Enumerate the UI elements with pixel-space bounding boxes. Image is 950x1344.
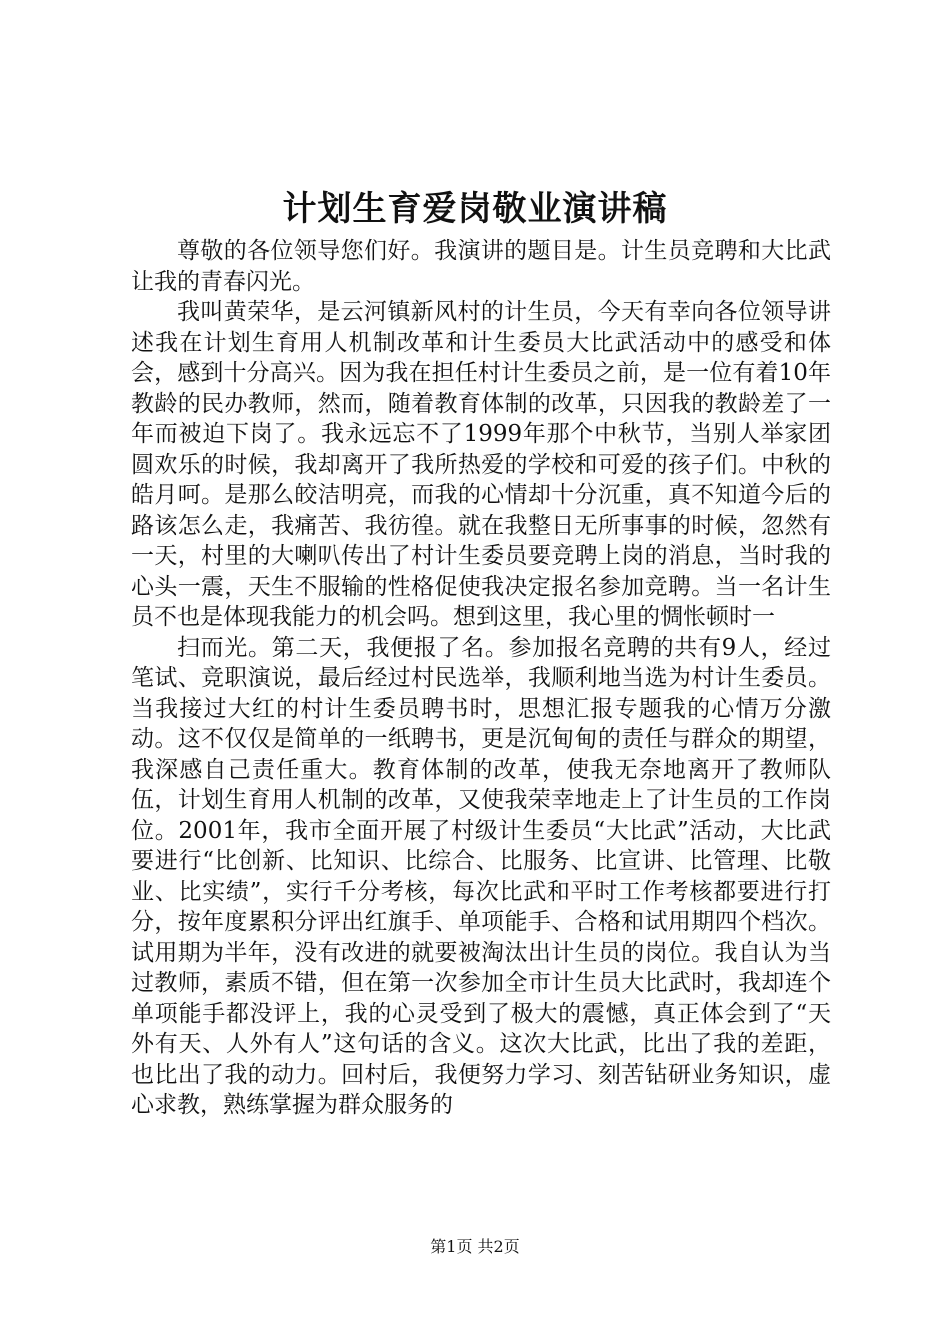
paragraph-introduction: 我叫黄荣华，是云河镇新风村的计生员，今天有幸向各位领导讲述我在计划生育用人机制改革和计生委员大比武活动中的感受和体会，感到十分高兴。因为我在担任村计生委员之前，是一位有着10年教龄的民办教师，然而，随着教育体制的改革，只因我的教龄差了一年而被迫下岗了。我永远忘不了1999年那个中秋节，当别人举家团圆欢乐的时候，我却离开了我所热爱的学校和可爱的孩子们。中秋的皓月呵。是那么皎洁明亮，而我的心情却十分沉重，真不知道今后的路该怎么走，我痛苦、我彷徨。就在我整日无所事事的时候，忽然有一天，村里的大喇叭传出了村计生委员要竞聘上岗的消息，当时我的心头一震，天生不服输的性格促使我决定报名参加竞聘。当一名计生员不也是体现我能力的机会吗。想到这里，我心里的惆怅顿时一: [131, 299, 831, 630]
page-number-footer: 第1页 共2页: [430, 1237, 520, 1256]
document-title: 计划生育爱岗敬业演讲稿: [282, 189, 668, 229]
paragraph-greeting: 尊敬的各位领导您们好。我演讲的题目是。计生员竞聘和大比武让我的青春闪光。: [131, 238, 831, 295]
paragraph-experience: 扫而光。第二天，我便报了名。参加报名竞聘的共有9人，经过笔试、竞职演说，最后经过村民选举，我顺利地当选为村计生委员。当我接过大红的村计生委员聘书时，思想汇报专题我的心情万分激动。这不仅仅是简单的一纸聘书，更是沉甸甸的责任与群众的期望，我深感自己责任重大。教育体制的改革，使我无奈地离开了教师队伍，计划生育用人机制的改革，又使我荣幸地走上了计生员的工作岗位。2001年，我市全面开展了村级计生委员“大比武”活动，大比武要进行“比创新、比知识、比综合、比服务、比宣讲、比管理、比敬业、比实绩”，实行千分考核，每次比武和平时工作考核都要进行打分，按年度累积分评出红旗手、单项能手、合格和试用期四个档次。试用期为半年，没有改进的就要被淘汰出计生员的岗位。我自认为当过教师，素质不错，但在第一次参加全市计生员大比武时，我却连个单项能手都没评上，我的心灵受到了极大的震憾，真正体会到了“天外有天、人外有人”这句话的含义。这次大比武，比出了我的差距，也比出了我的动力。回村后，我便努力学习、刻苦钻研业务知识，虚心求教，熟练掌握为群众服务的: [131, 634, 831, 1118]
document-body: [131, 236, 831, 1121]
